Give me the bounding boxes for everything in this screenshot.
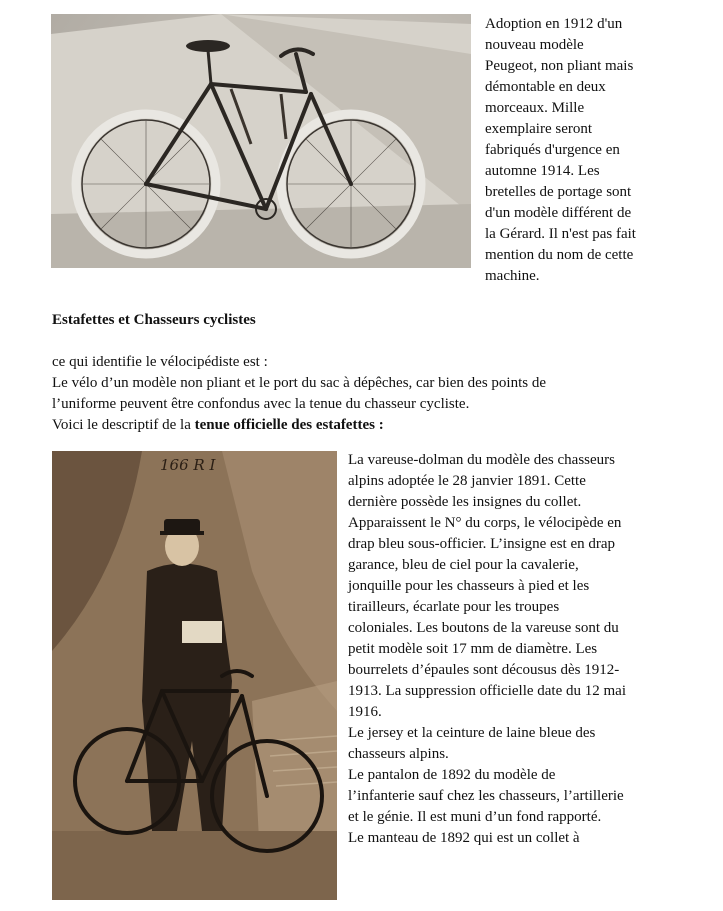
caption-line: machine. [485, 268, 540, 284]
bicycle-drawing [51, 14, 471, 268]
caption-line: bretelles de portage sont [485, 184, 632, 200]
caption-line: Apparaissent le N° du corps, le vélocipède en [348, 515, 622, 531]
descriptif-prefix: Voici le descriptif de la [52, 417, 195, 433]
caption-line: drap bleu sous-officier. L’insigne est en drap [348, 536, 616, 552]
caption-line: jonquille pour les chasseurs à pied et les [348, 578, 590, 594]
caption-line: petit modèle soit 17 mm de diamètre. Les [348, 641, 598, 657]
caption-line: tirailleurs, écarlate pour les troupes [348, 599, 560, 615]
caption-line: fabriqués d'urgence en [485, 142, 620, 158]
caption-line: automne 1914. Les [485, 163, 600, 179]
caption-line: bourrelets d’épaules sont décousus dès 1912- [348, 662, 620, 678]
soldier-photo-caption [348, 450, 626, 849]
caption-line: morceaux. Mille [485, 100, 585, 116]
caption-line: chasseurs alpins. [348, 746, 449, 762]
soldier-drawing [52, 451, 337, 900]
soldier-photo [52, 451, 337, 900]
caption-line: alpins adoptée le 28 janvier 1891. Cette [348, 473, 586, 489]
caption-line: Adoption en 1912 d'un [485, 16, 623, 32]
caption-line: 1913. La suppression officielle date du 12 mai [348, 683, 626, 699]
caption-line: La vareuse-dolman du modèle des chasseurs [348, 452, 615, 468]
caption-line: exemplaire seront [485, 121, 593, 137]
caption-line: Le jersey et la ceinture de laine bleue des [348, 725, 596, 741]
bicycle-photo [51, 14, 471, 268]
caption-line: coloniales. Les boutons de la vareuse sont du [348, 620, 619, 636]
caption-line: mention du nom de cette [485, 247, 634, 263]
descriptif-bold: tenue officielle des estafettes : [194, 417, 384, 433]
caption-line: et le génie. Il est muni d’un fond rapporté. [348, 809, 602, 825]
bicycle-photo-caption [485, 14, 636, 287]
caption-line: 1916. [348, 704, 382, 720]
caption-line: nouveau modèle [485, 37, 584, 53]
handwritten-note: 166 R I [160, 456, 216, 474]
intro-line: l’uniforme peuvent être confondus avec la tenue du chasseur cycliste. [52, 396, 470, 412]
descriptif-line [52, 415, 546, 436]
intro-line: ce qui identifie le vélocipédiste est : [52, 354, 268, 370]
intro-paragraph [52, 352, 546, 436]
caption-line: démontable en deux [485, 79, 606, 95]
caption-line: Peugeot, non pliant mais [485, 58, 634, 74]
caption-line: garance, bleu de ciel pour la cavalerie, [348, 557, 579, 573]
caption-line: Le pantalon de 1892 du modèle de [348, 767, 556, 783]
caption-line: dernière possède les insignes du collet. [348, 494, 582, 510]
caption-line: d'un modèle différent de [485, 205, 632, 221]
caption-line: la Gérard. Il n'est pas fait [485, 226, 636, 242]
caption-line: l’infanterie sauf chez les chasseurs, l’artillerie [348, 788, 624, 804]
section-heading: Estafettes et Chasseurs cyclistes [52, 312, 256, 328]
caption-line: Le manteau de 1892 qui est un collet à [348, 830, 580, 846]
intro-line: Le vélo d’un modèle non pliant et le port du sac à dépêches, car bien des points de [52, 375, 547, 391]
